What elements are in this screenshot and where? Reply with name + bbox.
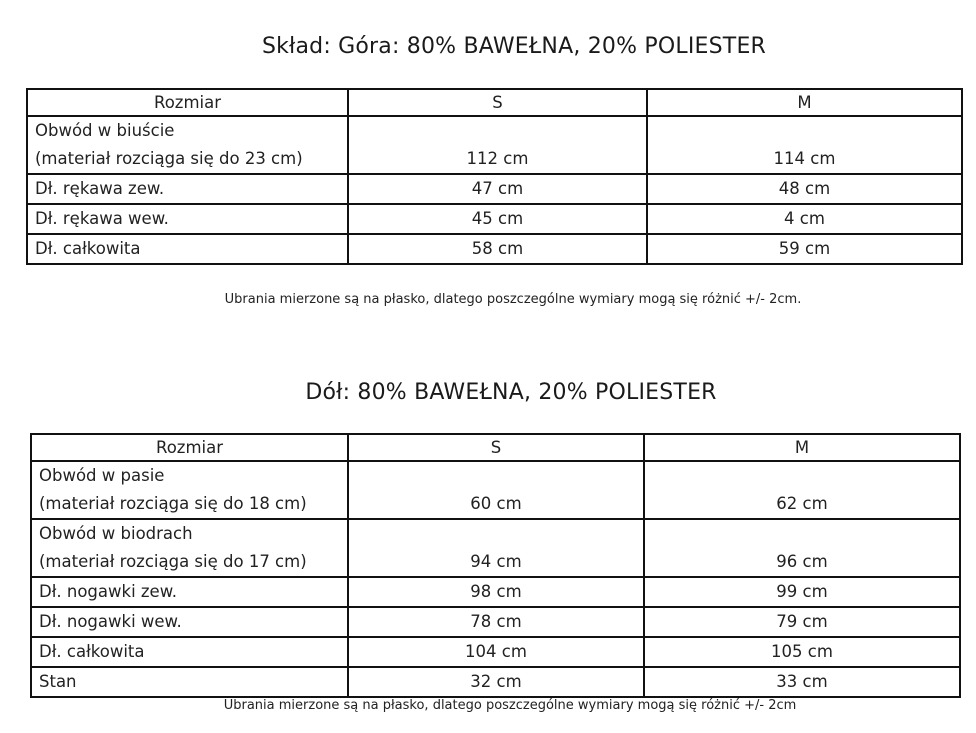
- table-row: [27, 234, 962, 264]
- bottom-measurement-note: Ubrania mierzone są na płasko, dlatego poszczególne wymiary mogą się różnić +/- 2cm: [223, 698, 797, 713]
- measurement-name: Dł. nogawki wew.: [39, 612, 182, 631]
- value-size-m: 4 cm: [647, 204, 962, 234]
- measurement-label: [27, 116, 348, 174]
- measurement-name: Obwód w biuście: [35, 121, 175, 140]
- measurement-name: Dł. rękawa wew.: [35, 209, 169, 228]
- bottom-section-title: Dół: 80% BAWEŁNA, 20% POLIESTER: [305, 380, 717, 405]
- header-row: [27, 89, 962, 116]
- value-size-m: 99 cm: [644, 577, 960, 607]
- header-size-m: M: [647, 89, 962, 116]
- header-size-s: S: [348, 89, 647, 116]
- value-size-s: 104 cm: [348, 637, 644, 667]
- table-row: [31, 637, 960, 667]
- value-size-s: 94 cm: [348, 519, 644, 577]
- header-size-s: S: [348, 434, 644, 461]
- value-size-s: 32 cm: [348, 667, 644, 697]
- measurement-name: Dł. rękawa zew.: [35, 179, 165, 198]
- stretch-note: (materiał rozciąga się do 18 cm): [39, 494, 307, 513]
- value-size-s: 98 cm: [348, 577, 644, 607]
- value-size-m: 105 cm: [644, 637, 960, 667]
- measurement-label: [27, 204, 348, 234]
- measurement-name: Dł. całkowita: [35, 239, 141, 258]
- value-size-s: 45 cm: [348, 204, 647, 234]
- value-size-m: 96 cm: [644, 519, 960, 577]
- table-row: [31, 519, 960, 577]
- header-size-m: M: [644, 434, 960, 461]
- table-row: [31, 461, 960, 519]
- value-size-s: 60 cm: [348, 461, 644, 519]
- header-size-label: Rozmiar: [31, 434, 348, 461]
- value-size-m: 48 cm: [647, 174, 962, 204]
- table-row: [27, 116, 962, 174]
- top-measurement-note: Ubrania mierzone są na płasko, dlatego poszczególne wymiary mogą się różnić +/- 2cm.: [224, 292, 802, 307]
- measurement-name: Dł. całkowita: [39, 642, 145, 661]
- measurement-name: Obwód w pasie: [39, 466, 165, 485]
- value-size-m: 62 cm: [644, 461, 960, 519]
- table-row: [31, 667, 960, 697]
- header-row: [31, 434, 960, 461]
- measurement-name: Stan: [39, 672, 77, 691]
- value-size-m: 79 cm: [644, 607, 960, 637]
- bottom-size-table: [30, 433, 961, 698]
- table-row: [27, 204, 962, 234]
- measurement-label: [27, 234, 348, 264]
- measurement-name: Dł. nogawki zew.: [39, 582, 177, 601]
- value-size-s: 58 cm: [348, 234, 647, 264]
- table-row: [27, 174, 962, 204]
- value-size-s: 78 cm: [348, 607, 644, 637]
- stretch-note: (materiał rozciąga się do 17 cm): [39, 552, 307, 571]
- measurement-label: [31, 607, 348, 637]
- table-row: [31, 607, 960, 637]
- measurement-label: [31, 461, 348, 519]
- value-size-s: 47 cm: [348, 174, 647, 204]
- top-section-title: Skład: Góra: 80% BAWEŁNA, 20% POLIESTER: [261, 34, 767, 59]
- value-size-m: 33 cm: [644, 667, 960, 697]
- measurement-label: [31, 577, 348, 607]
- measurement-label: [31, 519, 348, 577]
- measurement-label: [31, 667, 348, 697]
- stretch-note: (materiał rozciąga się do 23 cm): [35, 149, 303, 168]
- measurement-name: Obwód w biodrach: [39, 524, 193, 543]
- value-size-s: 112 cm: [348, 116, 647, 174]
- measurement-label: [31, 637, 348, 667]
- value-size-m: 114 cm: [647, 116, 962, 174]
- table-row: [31, 577, 960, 607]
- header-size-label: Rozmiar: [27, 89, 348, 116]
- top-size-table: [26, 88, 963, 265]
- measurement-label: [27, 174, 348, 204]
- value-size-m: 59 cm: [647, 234, 962, 264]
